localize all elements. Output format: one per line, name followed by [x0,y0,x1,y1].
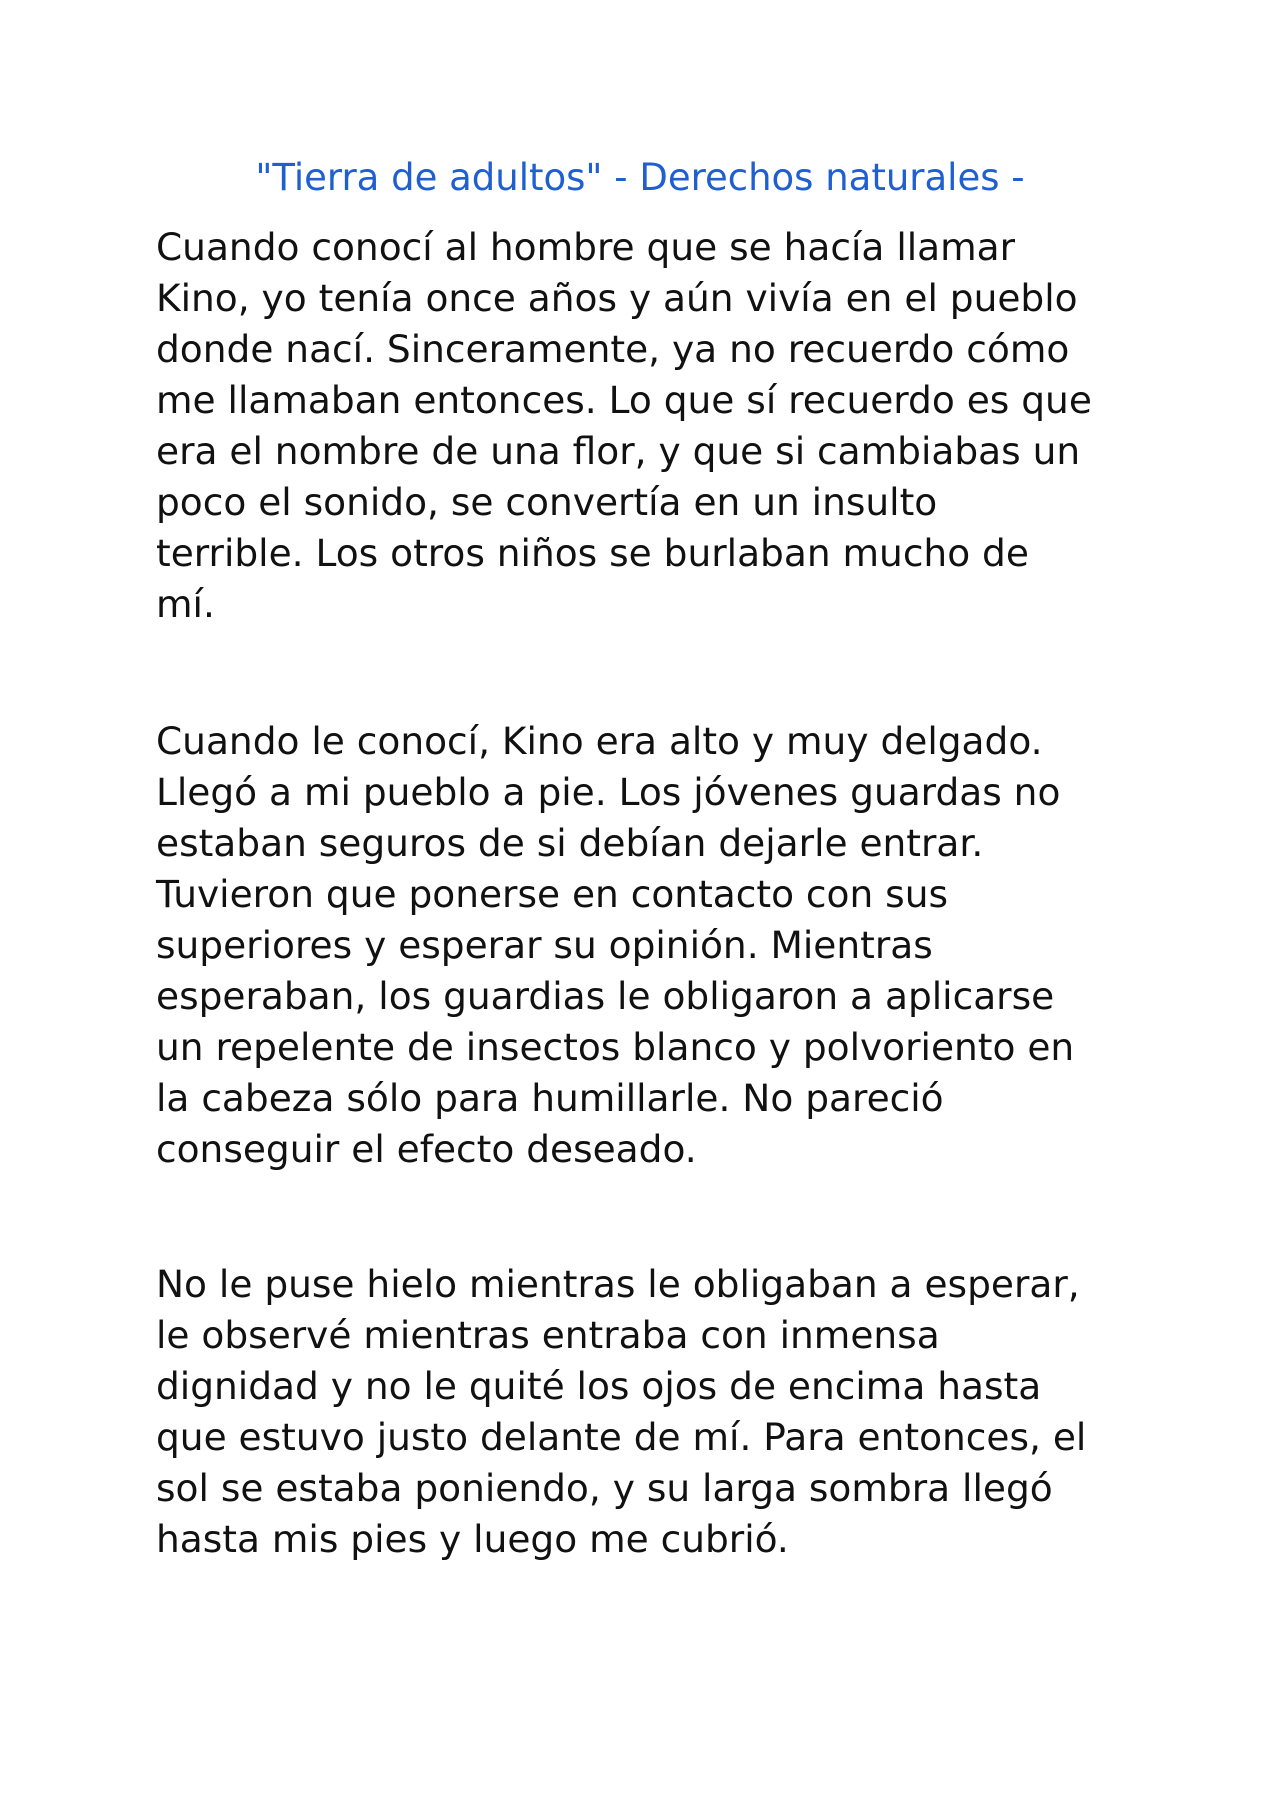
paragraph-2: Cuando le conocí, Kino era alto y muy delgado. Llegó a mi pueblo a pie. Los jóvenes guardas no estaban seguros de si debían dejarle entrar. Tuvieron que ponerse en contacto con sus superiores y esperar su opinión. Mientras esperaban, los guardias le obligaron a aplicarse un repelente de insectos blanco y polvoriento en la cabeza sólo para humillarle. No pareció conseguir el efecto deseado. [156,719,1075,1171]
page-title: "Tierra de adultos" - Derechos naturales - [255,156,1025,199]
paragraph-1: Cuando conocí al hombre que se hacía llamar Kino, yo tenía once años y aún vivía en el pueblo donde nací. Sinceramente, ya no recuerdo cómo me llamaban entonces. Lo que sí recuerdo es que era el nombre de una flor, y que si cambiabas un poco el sonido, se convertía en un insulto terrible. Los otros niños se burlaban mucho de mí. [156,225,1092,626]
paragraph-3: No le puse hielo mientras le obligaban a esperar, le observé mientras entraba con inmensa dignidad y no le quité los ojos de encima hasta que estuvo justo delante de mí. Para entonces, el sol se estaba poniendo, y su larga sombra llegó hasta mis pies y luego me cubrió. [156,1262,1087,1561]
